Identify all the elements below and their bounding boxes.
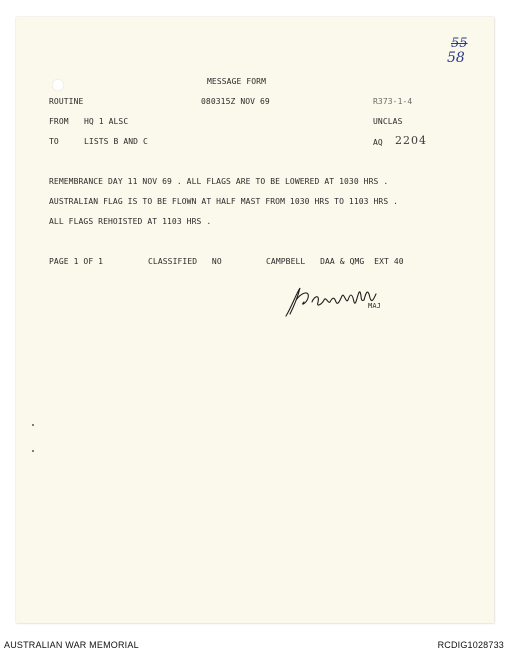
aq-prefix: AQ <box>373 138 383 147</box>
to-label: TO <box>49 137 59 146</box>
sender-block: CAMPBELL DAA & QMG EXT 40 <box>266 257 404 266</box>
classified-flag: CLASSIFIED NO <box>148 257 222 266</box>
classification: UNCLAS <box>373 117 403 126</box>
form-title: MESSAGE FORM <box>207 77 266 86</box>
page-count: PAGE 1 OF 1 <box>49 257 104 266</box>
signatory-rank: MAJ <box>368 302 381 310</box>
signature <box>282 282 382 324</box>
precedence: ROUTINE <box>49 97 84 106</box>
to-value: LISTS B AND C <box>84 137 148 146</box>
date-time-group: 080315Z NOV 69 <box>201 97 270 106</box>
punch-hole <box>52 79 64 91</box>
archive-credit: AUSTRALIAN WAR MEMORIAL <box>4 640 139 650</box>
margin-mark <box>32 424 34 426</box>
from-label: FROM <box>49 117 69 126</box>
folio-number: 58 <box>447 50 465 66</box>
document-page <box>16 17 494 623</box>
message-line-1: REMEMBRANCE DAY 11 NOV 69 . ALL FLAGS ARE TO BE LOWERED AT 1030 HRS . <box>49 177 389 186</box>
aq-number: 2204 <box>395 134 427 147</box>
signature-scribble <box>282 282 382 320</box>
folio-number-struck: 55 <box>451 36 468 51</box>
message-line-2: AUSTRALIAN FLAG IS TO BE FLOWN AT HALF MAST FROM 1030 HRS TO 1103 HRS . <box>49 197 399 206</box>
file-reference: R373-1-4 <box>373 97 413 106</box>
from-value: HQ 1 ALSC <box>84 117 129 126</box>
margin-mark <box>32 450 34 452</box>
message-line-3: ALL FLAGS REHOISTED AT 1103 HRS . <box>49 217 212 226</box>
archive-id: RCDIG1028733 <box>437 640 504 650</box>
